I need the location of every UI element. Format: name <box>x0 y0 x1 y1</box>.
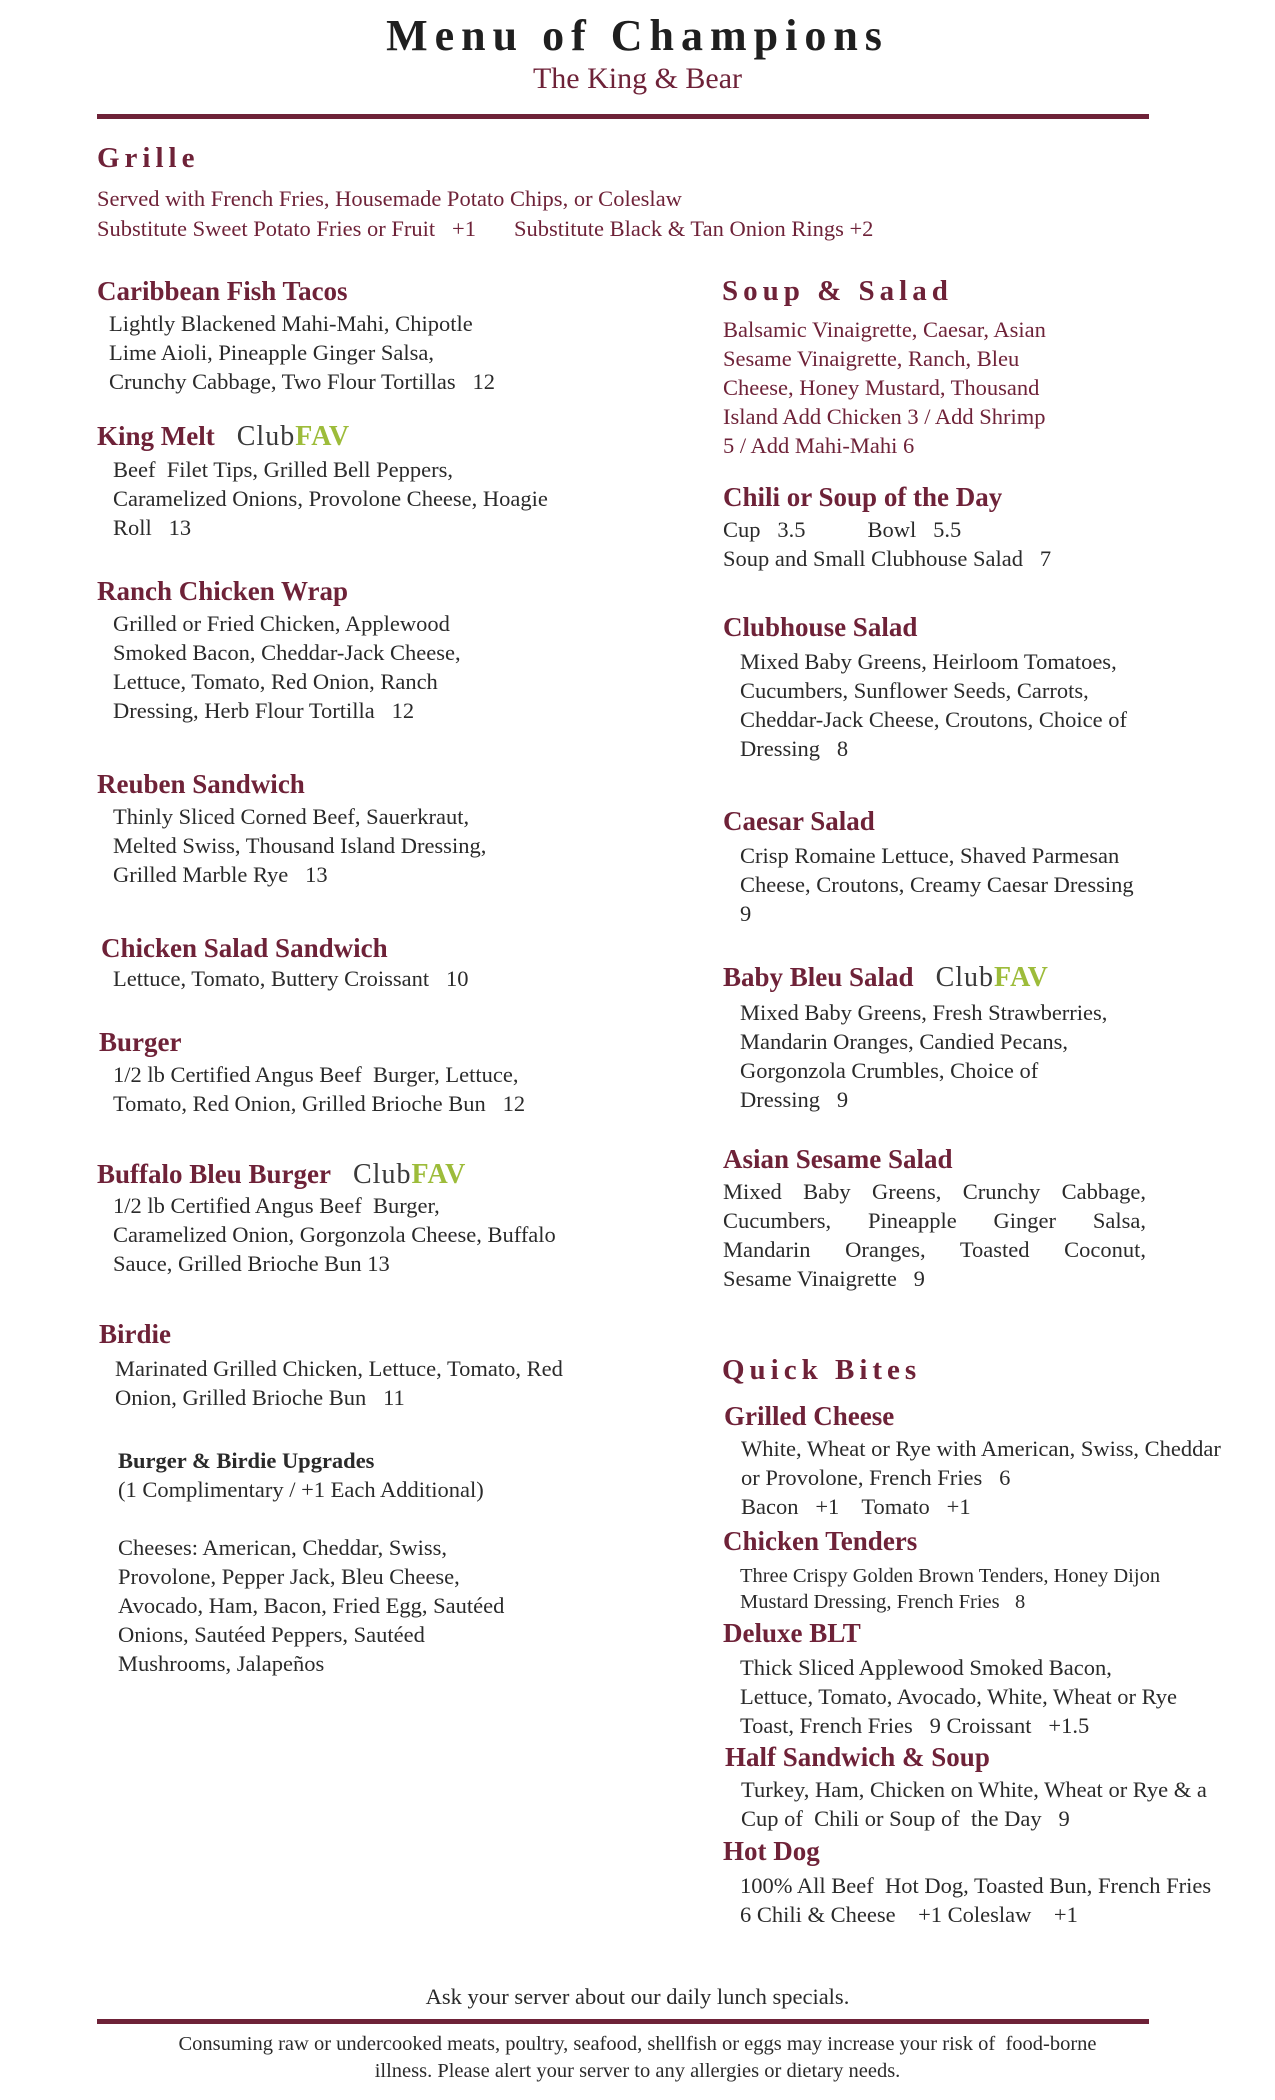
item-name: Reuben Sandwich <box>97 769 305 799</box>
grille-item <box>97 575 657 725</box>
quick-bites-heading: Quick Bites <box>722 1354 922 1386</box>
grille-sides-note: Served with French Fries, Housemade Potato Chips, or Coleslaw <box>97 186 682 211</box>
upgrades-note: (1 Complimentary / +1 Each Additional) <box>118 1477 484 1502</box>
grille-item <box>97 768 657 889</box>
item-name: Chicken Salad Sandwich <box>101 933 388 963</box>
footer-divider <box>97 2019 1149 2024</box>
grille-heading: Grille <box>97 142 200 174</box>
item-description: Turkey, Ham, Chicken on White, Wheat or Rye & a Cup of Chili or Soup of the Day 9 <box>741 1777 1207 1831</box>
grille-item <box>97 1158 697 1278</box>
item-description: Mixed Baby Greens, Heirloom Tomatoes, Cucumbers, Sunflower Seeds, Carrots, Cheddar-Jack Cheese, Croutons, Choice of Dressing 8 <box>740 649 1127 761</box>
restaurant-name: The King & Bear <box>532 62 743 95</box>
item-name: Grilled Cheese <box>724 1401 895 1431</box>
item-name: Buffalo Bleu Burger ClubFAV <box>97 1159 467 1190</box>
item-name: Half Sandwich & Soup <box>725 1742 990 1772</box>
item-description: Thinly Sliced Corned Beef, Sauerkraut, Melted Swiss, Thousand Island Dressing, Grilled Marble Rye 13 <box>113 804 487 887</box>
item-name: Asian Sesame Salad <box>723 1144 953 1174</box>
item-description: Lightly Blackened Mahi-Mahi, Chipotle Lime Aioli, Pineapple Ginger Salsa, Crunchy Cabbage, Two Flour Tortillas 12 <box>109 311 495 394</box>
upgrades-block <box>118 1446 658 1678</box>
item-name: Burger <box>99 1027 182 1057</box>
item-name: Clubhouse Salad <box>723 612 918 642</box>
salad-item <box>723 961 1203 1114</box>
item-description: Mixed Baby Greens, Crunchy Cabbage, Cucumbers, Pineapple Ginger Salsa, Mandarin Oranges, Toasted Coconut, Sesame Vinaigrette 9 <box>723 1179 1146 1291</box>
grille-substitute-note: Substitute Sweet Potato Fries or Fruit +1 Substitute Black & Tan Onion Rings +2 <box>97 216 874 241</box>
upgrades-list: Cheeses: American, Cheddar, Swiss, Provolone, Pepper Jack, Bleu Cheese, Avocado, Ham, Bacon, Fried Egg, Sautéed Onions, Sautéed Peppers, Sautéed Mushrooms, Jalapeños <box>118 1535 505 1676</box>
grille-item <box>99 1026 659 1118</box>
item-name: Baby Bleu Salad ClubFAV <box>723 962 1049 993</box>
item-name: Hot Dog <box>723 1836 820 1866</box>
chili-combo: Soup and Small Clubhouse Salad 7 <box>723 546 1052 571</box>
header-divider <box>97 114 1149 119</box>
chili-sizes: Cup 3.5 Bowl 5.5 <box>723 517 962 542</box>
salad-item <box>723 1143 1146 1293</box>
upgrades-heading: Burger & Birdie Upgrades <box>118 1448 375 1473</box>
item-name: Ranch Chicken Wrap <box>97 576 349 606</box>
grille-item <box>101 932 661 993</box>
item-description: 100% All Beef Hot Dog, Toasted Bun, French Fries 6 Chili & Cheese +1 Coleslaw +1 <box>740 1873 1212 1927</box>
item-description: Beef Filet Tips, Grilled Bell Peppers, Caramelized Onions, Provolone Cheese, Hoagie Roll 13 <box>113 457 548 540</box>
item-description: Mixed Baby Greens, Fresh Strawberries, Mandarin Oranges, Candied Pecans, Gorgonzola Crumbles, Choice of Dressing 9 <box>740 1000 1108 1112</box>
item-name: Caribbean Fish Tacos <box>97 276 348 306</box>
item-description: 1/2 lb Certified Angus Beef Burger, Caramelized Onion, Gorgonzola Cheese, Buffalo Sauce, Grilled Brioche Bun 13 <box>113 1193 556 1276</box>
item-name: Chili or Soup of the Day <box>723 482 1003 512</box>
grille-item <box>97 420 657 542</box>
quick-bite-item <box>725 1741 1265 1833</box>
quick-bite-item <box>723 1617 1263 1740</box>
quick-bite-item <box>724 1400 1264 1521</box>
quick-bite-item <box>723 1525 1263 1615</box>
item-description: Marinated Grilled Chicken, Lettuce, Tomato, Red Onion, Grilled Brioche Bun 11 <box>115 1356 563 1410</box>
item-description: Three Crispy Golden Brown Tenders, Honey Dijon Mustard Dressing, French Fries 8 <box>740 1565 1161 1613</box>
dressings-note: Balsamic Vinaigrette, Caesar, Asian Sesame Vinaigrette, Ranch, Bleu Cheese, Honey Mustard, Thousand Island Add Chicken 3 / Add Shrimp 5 / Add Mahi-Mahi 6 <box>723 317 1046 458</box>
soup-salad-heading: Soup & Salad <box>722 275 953 307</box>
specials-note: Ask your server about our daily lunch specials. <box>425 1984 850 2009</box>
food-safety-disclaimer: Consuming raw or undercooked meats, poultry, seafood, shellfish or eggs may increase your risk of food-borne illness. Please alert your server to any allergies or dietary needs. <box>178 2033 1097 2082</box>
chili-item <box>723 481 1203 573</box>
club-fav-badge: ClubFAV <box>935 962 1049 993</box>
club-fav-badge: ClubFAV <box>353 1159 467 1190</box>
item-name: Birdie <box>99 1319 171 1349</box>
item-name: Chicken Tenders <box>723 1526 918 1556</box>
item-name: King Melt ClubFAV <box>97 421 351 452</box>
item-description: Grilled or Fried Chicken, Applewood Smoked Bacon, Cheddar-Jack Cheese, Lettuce, Tomato, Red Onion, Ranch Dressing, Herb Flour Tortilla 12 <box>113 611 461 723</box>
grille-item <box>99 1318 659 1412</box>
item-name: Caesar Salad <box>723 806 875 836</box>
salad-item <box>723 805 1203 928</box>
grille-item <box>97 275 657 396</box>
item-description: 1/2 lb Certified Angus Beef Burger, Lettuce, Tomato, Red Onion, Grilled Brioche Bun 12 <box>113 1062 526 1116</box>
salad-item <box>723 611 1203 763</box>
menu-title: Menu of Champions <box>386 11 889 60</box>
item-description: Lettuce, Tomato, Buttery Croissant 10 <box>113 966 469 991</box>
item-description: Thick Sliced Applewood Smoked Bacon, Lettuce, Tomato, Avocado, White, Wheat or Rye Toast, French Fries 9 Croissant +1.5 <box>740 1655 1177 1738</box>
item-description: White, Wheat or Rye with American, Swiss, Cheddar or Provolone, French Fries 6 Bacon +1 Tomato +1 <box>741 1436 1221 1519</box>
club-fav-badge: ClubFAV <box>236 421 351 452</box>
item-description: Crisp Romaine Lettuce, Shaved Parmesan Cheese, Croutons, Creamy Caesar Dressing 9 <box>740 843 1134 926</box>
item-name: Deluxe BLT <box>723 1618 861 1648</box>
quick-bite-item <box>723 1835 1263 1929</box>
